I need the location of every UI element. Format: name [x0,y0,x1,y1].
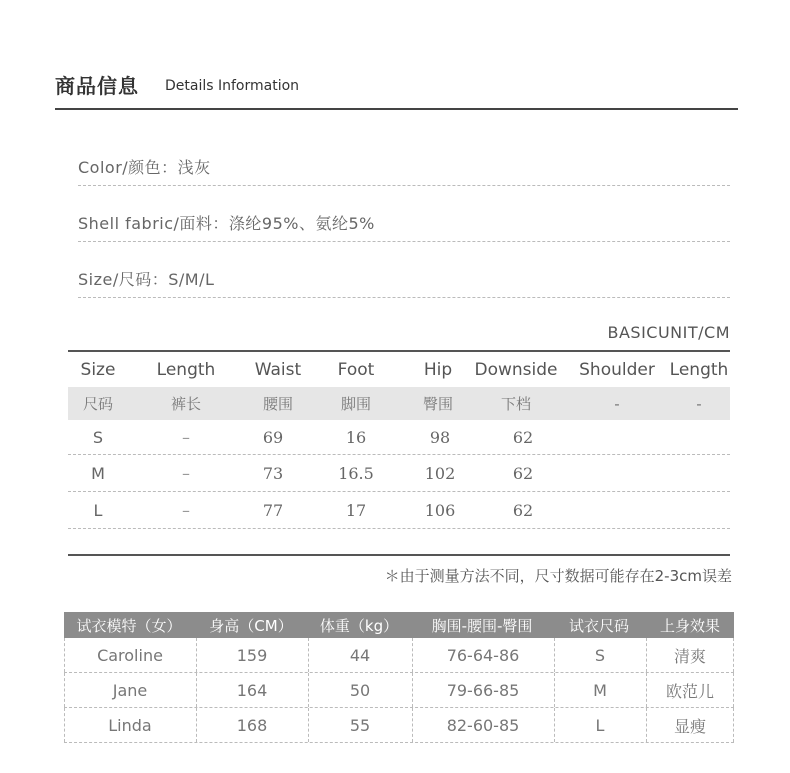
color-info [78,145,730,186]
table-cell: 62 [512,500,534,520]
table-cell: L [93,500,103,520]
table-cell: 102 [424,463,456,483]
table-cell: L [554,708,645,742]
table-cell: 50 [308,673,411,707]
header-cell: 体重（kg） [319,616,399,635]
header-cell: 脚围 [340,395,371,413]
table-cell: 82-60-85 [412,708,553,742]
fabric-info [78,201,730,242]
header-cell: - [614,394,620,413]
table-row [64,708,734,743]
table-cell: S [554,638,645,672]
table-cell: – [182,427,190,447]
unit-label: BASICUNIT/CM [607,323,730,342]
table-cell: 164 [196,673,307,707]
table-cell: 73 [262,463,284,483]
table-cell: 76-64-86 [412,638,553,672]
table-divider [68,554,730,556]
table-cell: 清爽 [646,638,734,672]
table-cell: Jane [64,673,195,707]
section-title-cn: 商品信息 [55,74,139,98]
section-header [55,70,738,110]
table-cell: Linda [64,708,195,742]
table-row [64,638,734,673]
header-cell: 身高（CM） [209,616,293,635]
size-info [78,257,730,298]
header-cell: Waist [254,359,302,380]
measurement-note: ＊由于测量方法不同，尺寸数据可能存在2-3cm误差 [384,567,732,585]
model-table [64,612,734,743]
table-cell: 55 [308,708,411,742]
model-table-header [64,612,734,638]
table-row [68,455,730,492]
header-cell: Foot [337,359,375,380]
table-cell: 159 [196,638,307,672]
table-cell: 欧范儿 [646,673,734,707]
header-cell: 上身效果 [659,616,720,635]
table-cell: 16.5 [338,463,374,483]
table-cell: S [92,427,104,447]
header-cell: 裤长 [170,395,201,413]
size-table-header-en [68,352,730,387]
table-cell: – [182,500,190,520]
header-cell: 试衣模特（女） [76,616,182,635]
fabric-info-text: Shell fabric/面料：涤纶95%、氨纶5% [78,214,375,233]
header-cell: Size [80,359,116,380]
header-cell: Length [669,359,729,380]
table-cell: 77 [262,500,284,520]
table-cell: 79-66-85 [412,673,553,707]
color-info-text: Color/颜色：浅灰 [78,158,211,177]
size-table-header-cn [68,387,730,420]
table-cell: 显瘦 [646,708,734,742]
table-cell: 62 [512,463,534,483]
table-cell: M [91,463,105,483]
table-cell: 168 [196,708,307,742]
header-cell: 腰围 [262,395,293,413]
header-cell: 试衣尺码 [568,616,629,635]
size-info-text: Size/尺码：S/M/L [78,270,215,289]
header-cell: Shoulder [579,359,655,380]
table-cell: 16 [345,427,367,447]
table-cell: 69 [262,427,284,447]
header-cell: - [696,394,702,413]
table-cell: 106 [424,500,456,520]
table-row [68,420,730,455]
table-row [64,673,734,708]
header-cell: Hip [423,359,453,380]
table-cell: Caroline [64,638,195,672]
table-cell: 17 [345,500,367,520]
table-cell: 44 [308,638,411,672]
header-cell: 胸围-腰围-臀围 [431,616,533,635]
table-cell: 62 [512,427,534,447]
section-title-en: Details Information [165,78,300,94]
table-cell: – [182,463,190,483]
table-row [68,492,730,529]
table-cell: M [554,673,645,707]
header-cell: 臀围 [422,395,453,413]
header-cell: Length [156,359,216,380]
table-cell: 98 [429,427,451,447]
header-cell: 下档 [500,395,531,413]
size-table [68,350,730,529]
header-cell: 尺码 [82,395,113,413]
header-cell: Downside [474,359,558,380]
